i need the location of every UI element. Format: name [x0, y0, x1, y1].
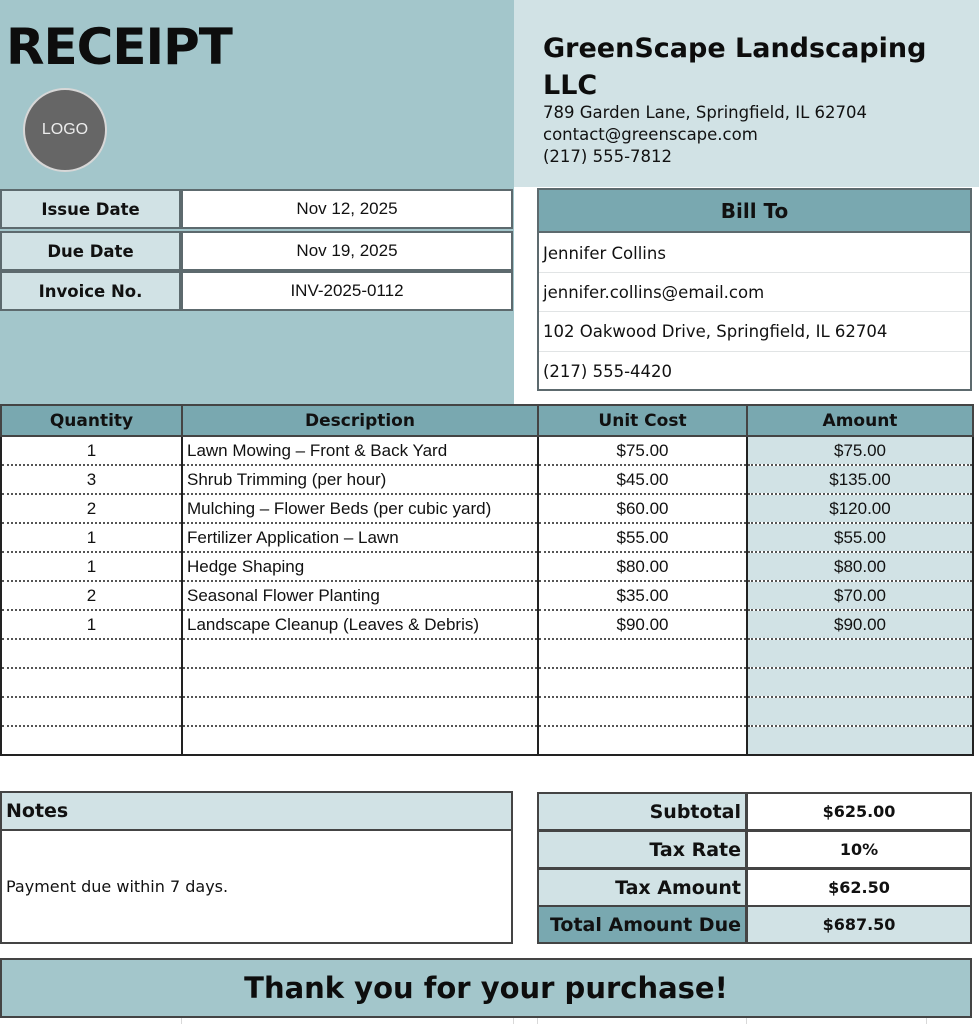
description-cell[interactable] — [182, 726, 538, 755]
grid-divider — [181, 1018, 182, 1024]
subtotal-label: Subtotal — [537, 792, 747, 831]
quantity-cell[interactable] — [1, 726, 182, 755]
unit-cost-cell[interactable] — [538, 668, 747, 697]
amount-cell[interactable]: $75.00 — [747, 436, 973, 465]
due-date-value[interactable]: Nov 19, 2025 — [181, 231, 513, 271]
quantity-header: Quantity — [1, 405, 182, 436]
bill-to-name[interactable]: Jennifer Collins — [543, 243, 666, 263]
grid-divider — [926, 1018, 927, 1024]
table-row — [1, 523, 973, 552]
bill-to-email[interactable]: jennifer.collins@email.com — [539, 272, 970, 312]
quantity-cell[interactable] — [1, 639, 182, 668]
unit-cost-cell[interactable]: $75.00 — [538, 436, 747, 465]
table-header-row — [1, 405, 973, 436]
notes-heading: Notes — [0, 791, 513, 831]
description-cell[interactable] — [182, 697, 538, 726]
table-row — [1, 726, 973, 755]
amount-cell[interactable] — [747, 639, 973, 668]
line-items-table — [0, 404, 974, 756]
quantity-cell[interactable]: 2 — [1, 494, 182, 523]
logo-placeholder — [23, 88, 107, 172]
description-cell[interactable]: Hedge Shaping — [182, 552, 538, 581]
quantity-cell[interactable]: 1 — [1, 436, 182, 465]
tax-rate-label: Tax Rate — [537, 830, 747, 869]
amount-cell[interactable]: $80.00 — [747, 552, 973, 581]
table-row — [1, 436, 973, 465]
grid-divider — [537, 1018, 538, 1024]
description-cell[interactable]: Mulching – Flower Beds (per cubic yard) — [182, 494, 538, 523]
issue-date-label: Issue Date — [0, 189, 181, 229]
thank-you-banner: Thank you for your purchase! — [0, 958, 972, 1018]
amount-header: Amount — [747, 405, 973, 436]
amount-cell[interactable]: $120.00 — [747, 494, 973, 523]
amount-cell[interactable] — [747, 668, 973, 697]
table-row — [1, 465, 973, 494]
description-cell[interactable]: Landscape Cleanup (Leaves & Debris) — [182, 610, 538, 639]
description-cell[interactable]: Shrub Trimming (per hour) — [182, 465, 538, 494]
table-row — [1, 581, 973, 610]
grid-divider — [513, 1018, 514, 1024]
quantity-cell[interactable]: 1 — [1, 523, 182, 552]
unit-cost-cell[interactable] — [538, 639, 747, 668]
quantity-cell[interactable] — [1, 668, 182, 697]
unit-cost-cell[interactable]: $60.00 — [538, 494, 747, 523]
bill-to-heading: Bill To — [537, 188, 972, 233]
table-row — [1, 552, 973, 581]
tax-rate-value[interactable]: 10% — [746, 830, 972, 869]
unit-cost-cell[interactable]: $80.00 — [538, 552, 747, 581]
amount-cell[interactable]: $135.00 — [747, 465, 973, 494]
quantity-cell[interactable]: 3 — [1, 465, 182, 494]
amount-cell[interactable] — [747, 697, 973, 726]
description-cell[interactable]: Lawn Mowing – Front & Back Yard — [182, 436, 538, 465]
bill-to-address[interactable]: 102 Oakwood Drive, Springfield, IL 62704 — [539, 311, 970, 351]
table-row — [1, 639, 973, 668]
table-row — [1, 697, 973, 726]
unit-cost-cell[interactable]: $55.00 — [538, 523, 747, 552]
quantity-cell[interactable]: 2 — [1, 581, 182, 610]
table-row — [1, 668, 973, 697]
receipt-title: RECEIPT — [6, 18, 232, 76]
quantity-cell[interactable]: 1 — [1, 610, 182, 639]
table-row — [1, 610, 973, 639]
unit-cost-cell[interactable] — [538, 697, 747, 726]
company-email: contact@greenscape.com — [543, 125, 758, 144]
total-due-label: Total Amount Due — [537, 905, 747, 944]
amount-cell[interactable]: $90.00 — [747, 610, 973, 639]
subtotal-value: $625.00 — [746, 792, 972, 831]
company-address: 789 Garden Lane, Springfield, IL 62704 — [543, 103, 867, 122]
description-cell[interactable] — [182, 668, 538, 697]
company-name: GreenScape Landscaping LLC — [543, 33, 927, 101]
grid-divider — [746, 1018, 747, 1024]
issue-date-value[interactable]: Nov 12, 2025 — [181, 189, 513, 229]
bill-to-phone[interactable]: (217) 555-4420 — [539, 351, 970, 391]
due-date-label: Due Date — [0, 231, 181, 271]
invoice-number-label: Invoice No. — [0, 271, 181, 311]
description-cell[interactable]: Fertilizer Application – Lawn — [182, 523, 538, 552]
quantity-cell[interactable]: 1 — [1, 552, 182, 581]
amount-cell[interactable] — [747, 726, 973, 755]
unit-cost-cell[interactable]: $90.00 — [538, 610, 747, 639]
description-header: Description — [182, 405, 538, 436]
logo-text: LOGO — [41, 121, 89, 138]
amount-cell[interactable]: $55.00 — [747, 523, 973, 552]
description-cell[interactable]: Seasonal Flower Planting — [182, 581, 538, 610]
company-phone: (217) 555-7812 — [543, 147, 673, 166]
quantity-cell[interactable] — [1, 697, 182, 726]
unit-cost-cell[interactable]: $35.00 — [538, 581, 747, 610]
description-cell[interactable] — [182, 639, 538, 668]
unit-cost-header: Unit Cost — [538, 405, 747, 436]
unit-cost-cell[interactable] — [538, 726, 747, 755]
tax-amount-label: Tax Amount — [537, 868, 747, 907]
table-row — [1, 494, 973, 523]
amount-cell[interactable]: $70.00 — [747, 581, 973, 610]
total-due-value: $687.50 — [746, 905, 972, 944]
invoice-number-value[interactable]: INV-2025-0112 — [181, 271, 513, 311]
tax-amount-value: $62.50 — [746, 868, 972, 907]
unit-cost-cell[interactable]: $45.00 — [538, 465, 747, 494]
notes-text[interactable]: Payment due within 7 days. — [6, 877, 229, 896]
